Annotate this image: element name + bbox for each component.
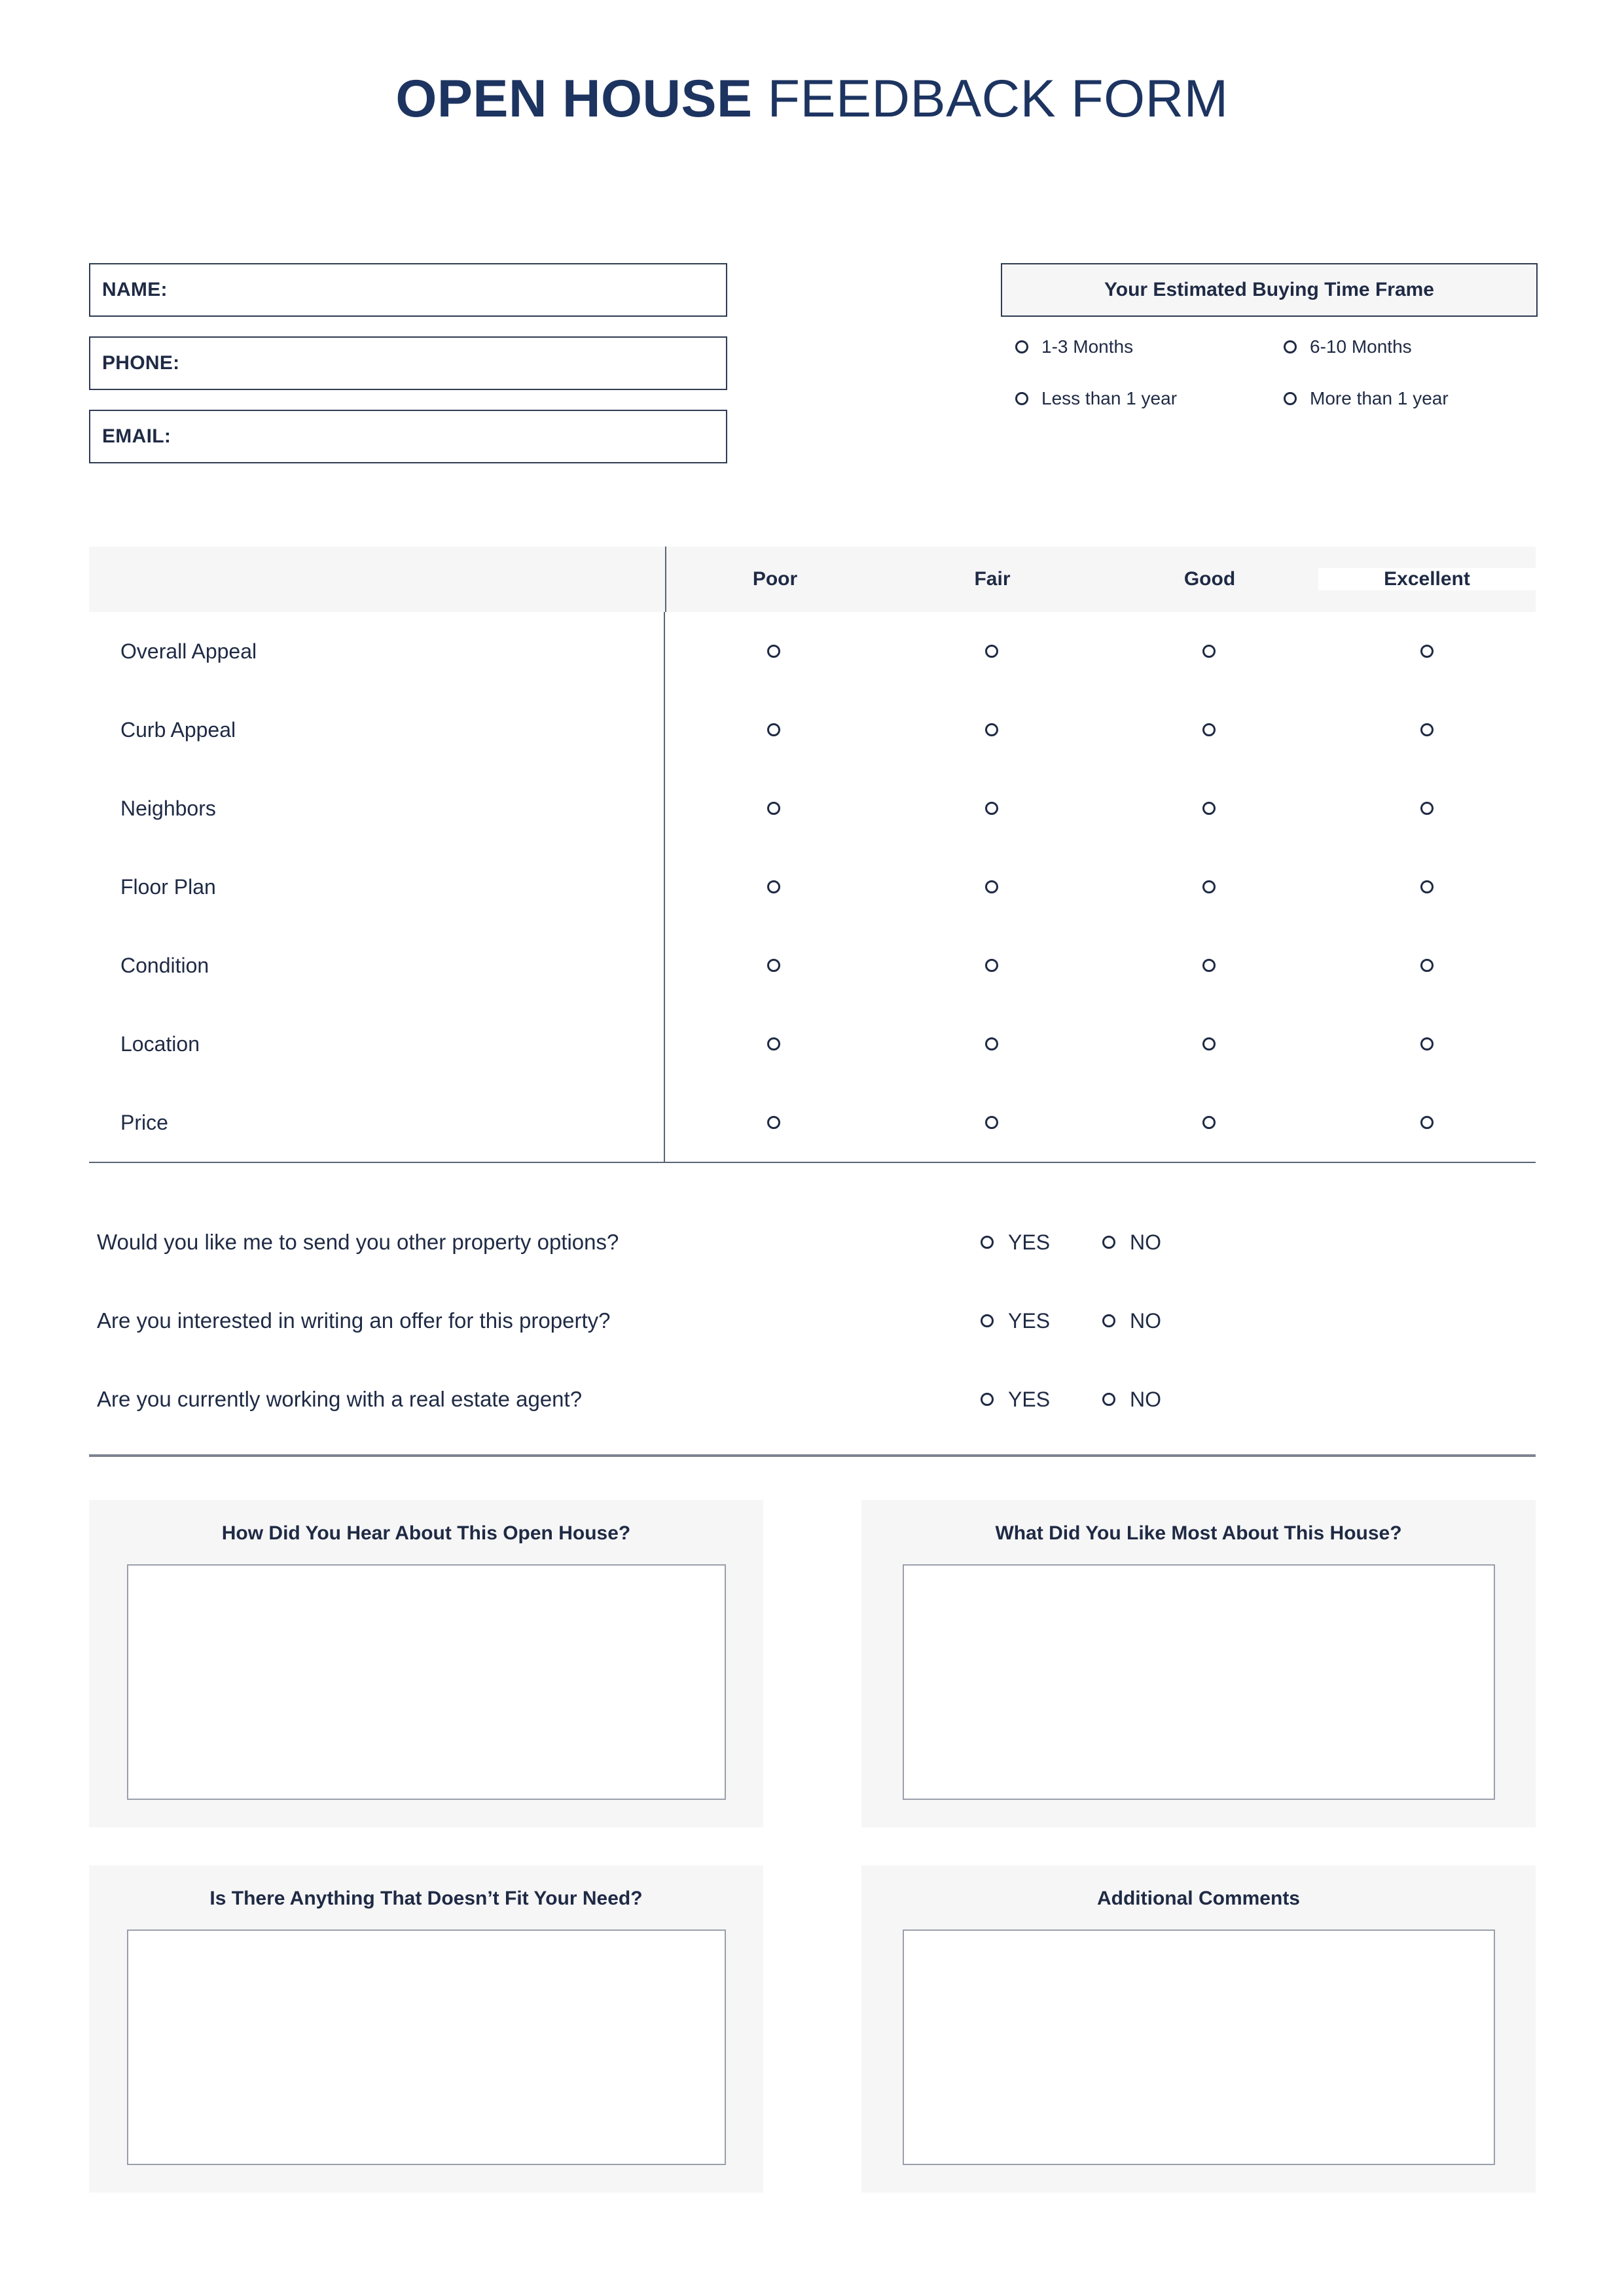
- phone-field-row[interactable]: [89, 336, 727, 390]
- radio-icon[interactable]: [981, 1314, 994, 1327]
- radio-icon[interactable]: [985, 1037, 998, 1050]
- radio-icon[interactable]: [985, 802, 998, 815]
- table-row: [89, 612, 1536, 691]
- radio-icon[interactable]: [1202, 802, 1216, 815]
- rating-cell-fair[interactable]: [883, 691, 1101, 769]
- radio-icon[interactable]: [767, 1037, 780, 1050]
- rating-cell-excellent[interactable]: [1318, 769, 1536, 848]
- yes-no-questions: [97, 1203, 1537, 1439]
- answer-no[interactable]: [1102, 1388, 1161, 1412]
- radio-icon[interactable]: [985, 723, 998, 736]
- name-field-row[interactable]: [89, 263, 727, 317]
- question-label: Would you like me to send you other property options?: [97, 1230, 619, 1254]
- answer-yes[interactable]: [981, 1230, 1050, 1255]
- rating-cell-good[interactable]: [1100, 769, 1318, 848]
- rating-cell-excellent[interactable]: [1318, 1083, 1536, 1162]
- yes-no-row-writing-offer: [97, 1282, 1537, 1360]
- rating-cell-poor[interactable]: [665, 612, 883, 691]
- rating-column-fair: Fair: [974, 568, 1011, 590]
- table-row: [89, 1005, 1536, 1083]
- yes-no-row-working-with-agent: [97, 1360, 1537, 1439]
- answer-no-label: NO: [1130, 1230, 1162, 1254]
- rating-header-blank: [89, 547, 666, 612]
- box-title: How Did You Hear About This Open House?: [221, 1522, 631, 1544]
- rating-table-bottom-rule: [89, 1162, 1536, 1163]
- radio-icon[interactable]: [1102, 1314, 1115, 1327]
- how-did-you-hear-textarea[interactable]: [127, 1564, 726, 1800]
- answer-no-label: NO: [1130, 1308, 1162, 1333]
- radio-icon[interactable]: [1420, 959, 1434, 972]
- radio-icon[interactable]: [1202, 880, 1216, 893]
- rating-cell-fair[interactable]: [883, 1005, 1101, 1083]
- timeframe-option-more-than-1-year[interactable]: [1269, 388, 1538, 409]
- radio-icon[interactable]: [1202, 723, 1216, 736]
- answer-no-label: NO: [1130, 1387, 1162, 1411]
- question-label: Are you currently working with a real estate agent?: [97, 1387, 583, 1411]
- rating-column-good: Good: [1183, 568, 1236, 590]
- rating-cell-excellent[interactable]: [1318, 691, 1536, 769]
- timeframe-option-label: 1-3 Months: [1041, 336, 1134, 357]
- box-title: Is There Anything That Doesn’t Fit Your Need?: [209, 1888, 643, 1909]
- radio-icon[interactable]: [1420, 880, 1434, 893]
- rating-cell-poor[interactable]: [665, 1005, 883, 1083]
- radio-icon[interactable]: [767, 645, 780, 658]
- rating-row-label: Condition: [89, 926, 665, 1005]
- name-field-label: NAME:: [102, 279, 168, 300]
- table-row: [89, 769, 1536, 848]
- yes-no-row-property-options: [97, 1203, 1537, 1282]
- page-title-rest: FEEDBACK FORM: [752, 69, 1229, 128]
- rating-column-excellent: Excellent: [1318, 568, 1536, 590]
- radio-icon[interactable]: [1015, 392, 1028, 405]
- radio-icon[interactable]: [981, 1236, 994, 1249]
- question-label: Are you interested in writing an offer for this property?: [97, 1308, 611, 1333]
- rating-cell-fair[interactable]: [883, 926, 1101, 1005]
- rating-cell-good[interactable]: [1100, 848, 1318, 926]
- comment-boxes: [89, 1500, 1536, 2193]
- radio-icon[interactable]: [767, 802, 780, 815]
- rating-cell-good[interactable]: [1100, 1083, 1318, 1162]
- radio-icon[interactable]: [1284, 392, 1297, 405]
- rating-cell-good[interactable]: [1100, 926, 1318, 1005]
- rating-cell-poor[interactable]: [665, 926, 883, 1005]
- top-section: [0, 242, 1624, 458]
- email-input[interactable]: [171, 411, 726, 462]
- radio-icon[interactable]: [1202, 1037, 1216, 1050]
- table-row: [89, 848, 1536, 926]
- rating-cell-fair[interactable]: [883, 769, 1101, 848]
- radio-icon[interactable]: [1420, 1037, 1434, 1050]
- rating-cell-excellent[interactable]: [1318, 612, 1536, 691]
- table-row: [89, 1083, 1536, 1162]
- radio-icon[interactable]: [1202, 645, 1216, 658]
- rating-row-label: Overall Appeal: [89, 612, 665, 691]
- rating-cell-poor[interactable]: [665, 691, 883, 769]
- rating-row-label: Curb Appeal: [89, 691, 665, 769]
- phone-field-label: PHONE:: [102, 352, 180, 374]
- contact-fields: [89, 263, 727, 483]
- answer-yes-label: YES: [1008, 1230, 1051, 1254]
- timeframe-option-label: 6-10 Months: [1310, 336, 1412, 357]
- rating-table: [89, 547, 1536, 1163]
- rating-cell-fair[interactable]: [883, 848, 1101, 926]
- radio-icon[interactable]: [767, 1116, 780, 1129]
- box-doesnt-fit-need: [89, 1865, 763, 2193]
- radio-icon[interactable]: [1102, 1236, 1115, 1249]
- radio-icon[interactable]: [985, 959, 998, 972]
- buying-timeframe-header: Your Estimated Buying Time Frame: [1001, 263, 1538, 317]
- answer-yes-label: YES: [1008, 1308, 1051, 1333]
- rating-table-body: [89, 612, 1536, 1162]
- rating-cell-poor[interactable]: [665, 769, 883, 848]
- answer-yes[interactable]: [981, 1309, 1050, 1333]
- rating-cell-good[interactable]: [1100, 691, 1318, 769]
- box-title: Additional Comments: [1096, 1888, 1300, 1909]
- box-how-did-you-hear: [89, 1500, 763, 1827]
- radio-icon[interactable]: [981, 1393, 994, 1406]
- box-like-most: [861, 1500, 1536, 1827]
- answer-yes-label: YES: [1008, 1387, 1051, 1411]
- table-row: [89, 691, 1536, 769]
- page-title: [0, 69, 1624, 130]
- rating-cell-fair[interactable]: [883, 1083, 1101, 1162]
- radio-icon[interactable]: [1420, 802, 1434, 815]
- rating-row-label: Floor Plan: [89, 848, 665, 926]
- page-title-bold: OPEN HOUSE: [395, 69, 753, 128]
- rating-cell-fair[interactable]: [883, 612, 1101, 691]
- timeframe-option-label: Less than 1 year: [1041, 388, 1178, 408]
- name-input[interactable]: [168, 264, 726, 315]
- doesnt-fit-need-textarea[interactable]: [127, 1929, 726, 2165]
- like-most-textarea[interactable]: [903, 1564, 1495, 1800]
- rating-cell-poor[interactable]: [665, 1083, 883, 1162]
- radio-icon[interactable]: [985, 880, 998, 893]
- radio-icon[interactable]: [1420, 645, 1434, 658]
- box-title: What Did You Like Most About This House?: [995, 1522, 1402, 1544]
- rating-cell-excellent[interactable]: [1318, 848, 1536, 926]
- answer-no[interactable]: [1102, 1230, 1161, 1255]
- timeframe-option-less-than-1-year[interactable]: [1001, 388, 1269, 409]
- rating-column-poor: Poor: [752, 568, 798, 590]
- rating-cell-good[interactable]: [1100, 612, 1318, 691]
- answer-yes[interactable]: [981, 1388, 1050, 1412]
- radio-icon[interactable]: [767, 880, 780, 893]
- rating-table-header: [89, 547, 1536, 612]
- buying-timeframe-group: [1001, 263, 1538, 409]
- answer-no[interactable]: [1102, 1309, 1161, 1333]
- rating-row-label: Neighbors: [89, 769, 665, 848]
- radio-icon[interactable]: [1202, 1116, 1216, 1129]
- timeframe-option-label: More than 1 year: [1310, 388, 1449, 408]
- rating-cell-excellent[interactable]: [1318, 926, 1536, 1005]
- radio-icon[interactable]: [1015, 340, 1028, 353]
- timeframe-option-1-3-months[interactable]: [1001, 336, 1269, 357]
- radio-icon[interactable]: [985, 645, 998, 658]
- radio-icon[interactable]: [1202, 959, 1216, 972]
- timeframe-option-6-10-months[interactable]: [1269, 336, 1538, 357]
- buying-timeframe-options: [1001, 336, 1538, 409]
- radio-icon[interactable]: [767, 723, 780, 736]
- rating-cell-poor[interactable]: [665, 848, 883, 926]
- radio-icon[interactable]: [1284, 340, 1297, 353]
- email-field-row[interactable]: [89, 410, 727, 463]
- radio-icon[interactable]: [985, 1116, 998, 1129]
- email-field-label: EMAIL:: [102, 425, 171, 447]
- rating-row-label: Location: [89, 1005, 665, 1083]
- rating-cell-excellent[interactable]: [1318, 1005, 1536, 1083]
- section-divider: [89, 1454, 1536, 1457]
- radio-icon[interactable]: [1420, 723, 1434, 736]
- radio-icon[interactable]: [1102, 1393, 1115, 1406]
- radio-icon[interactable]: [1420, 1116, 1434, 1129]
- radio-icon[interactable]: [767, 959, 780, 972]
- box-additional-comments: [861, 1865, 1536, 2193]
- additional-comments-textarea[interactable]: [903, 1929, 1495, 2165]
- rating-row-label: Price: [89, 1083, 665, 1162]
- table-row: [89, 926, 1536, 1005]
- phone-input[interactable]: [179, 338, 726, 389]
- rating-cell-good[interactable]: [1100, 1005, 1318, 1083]
